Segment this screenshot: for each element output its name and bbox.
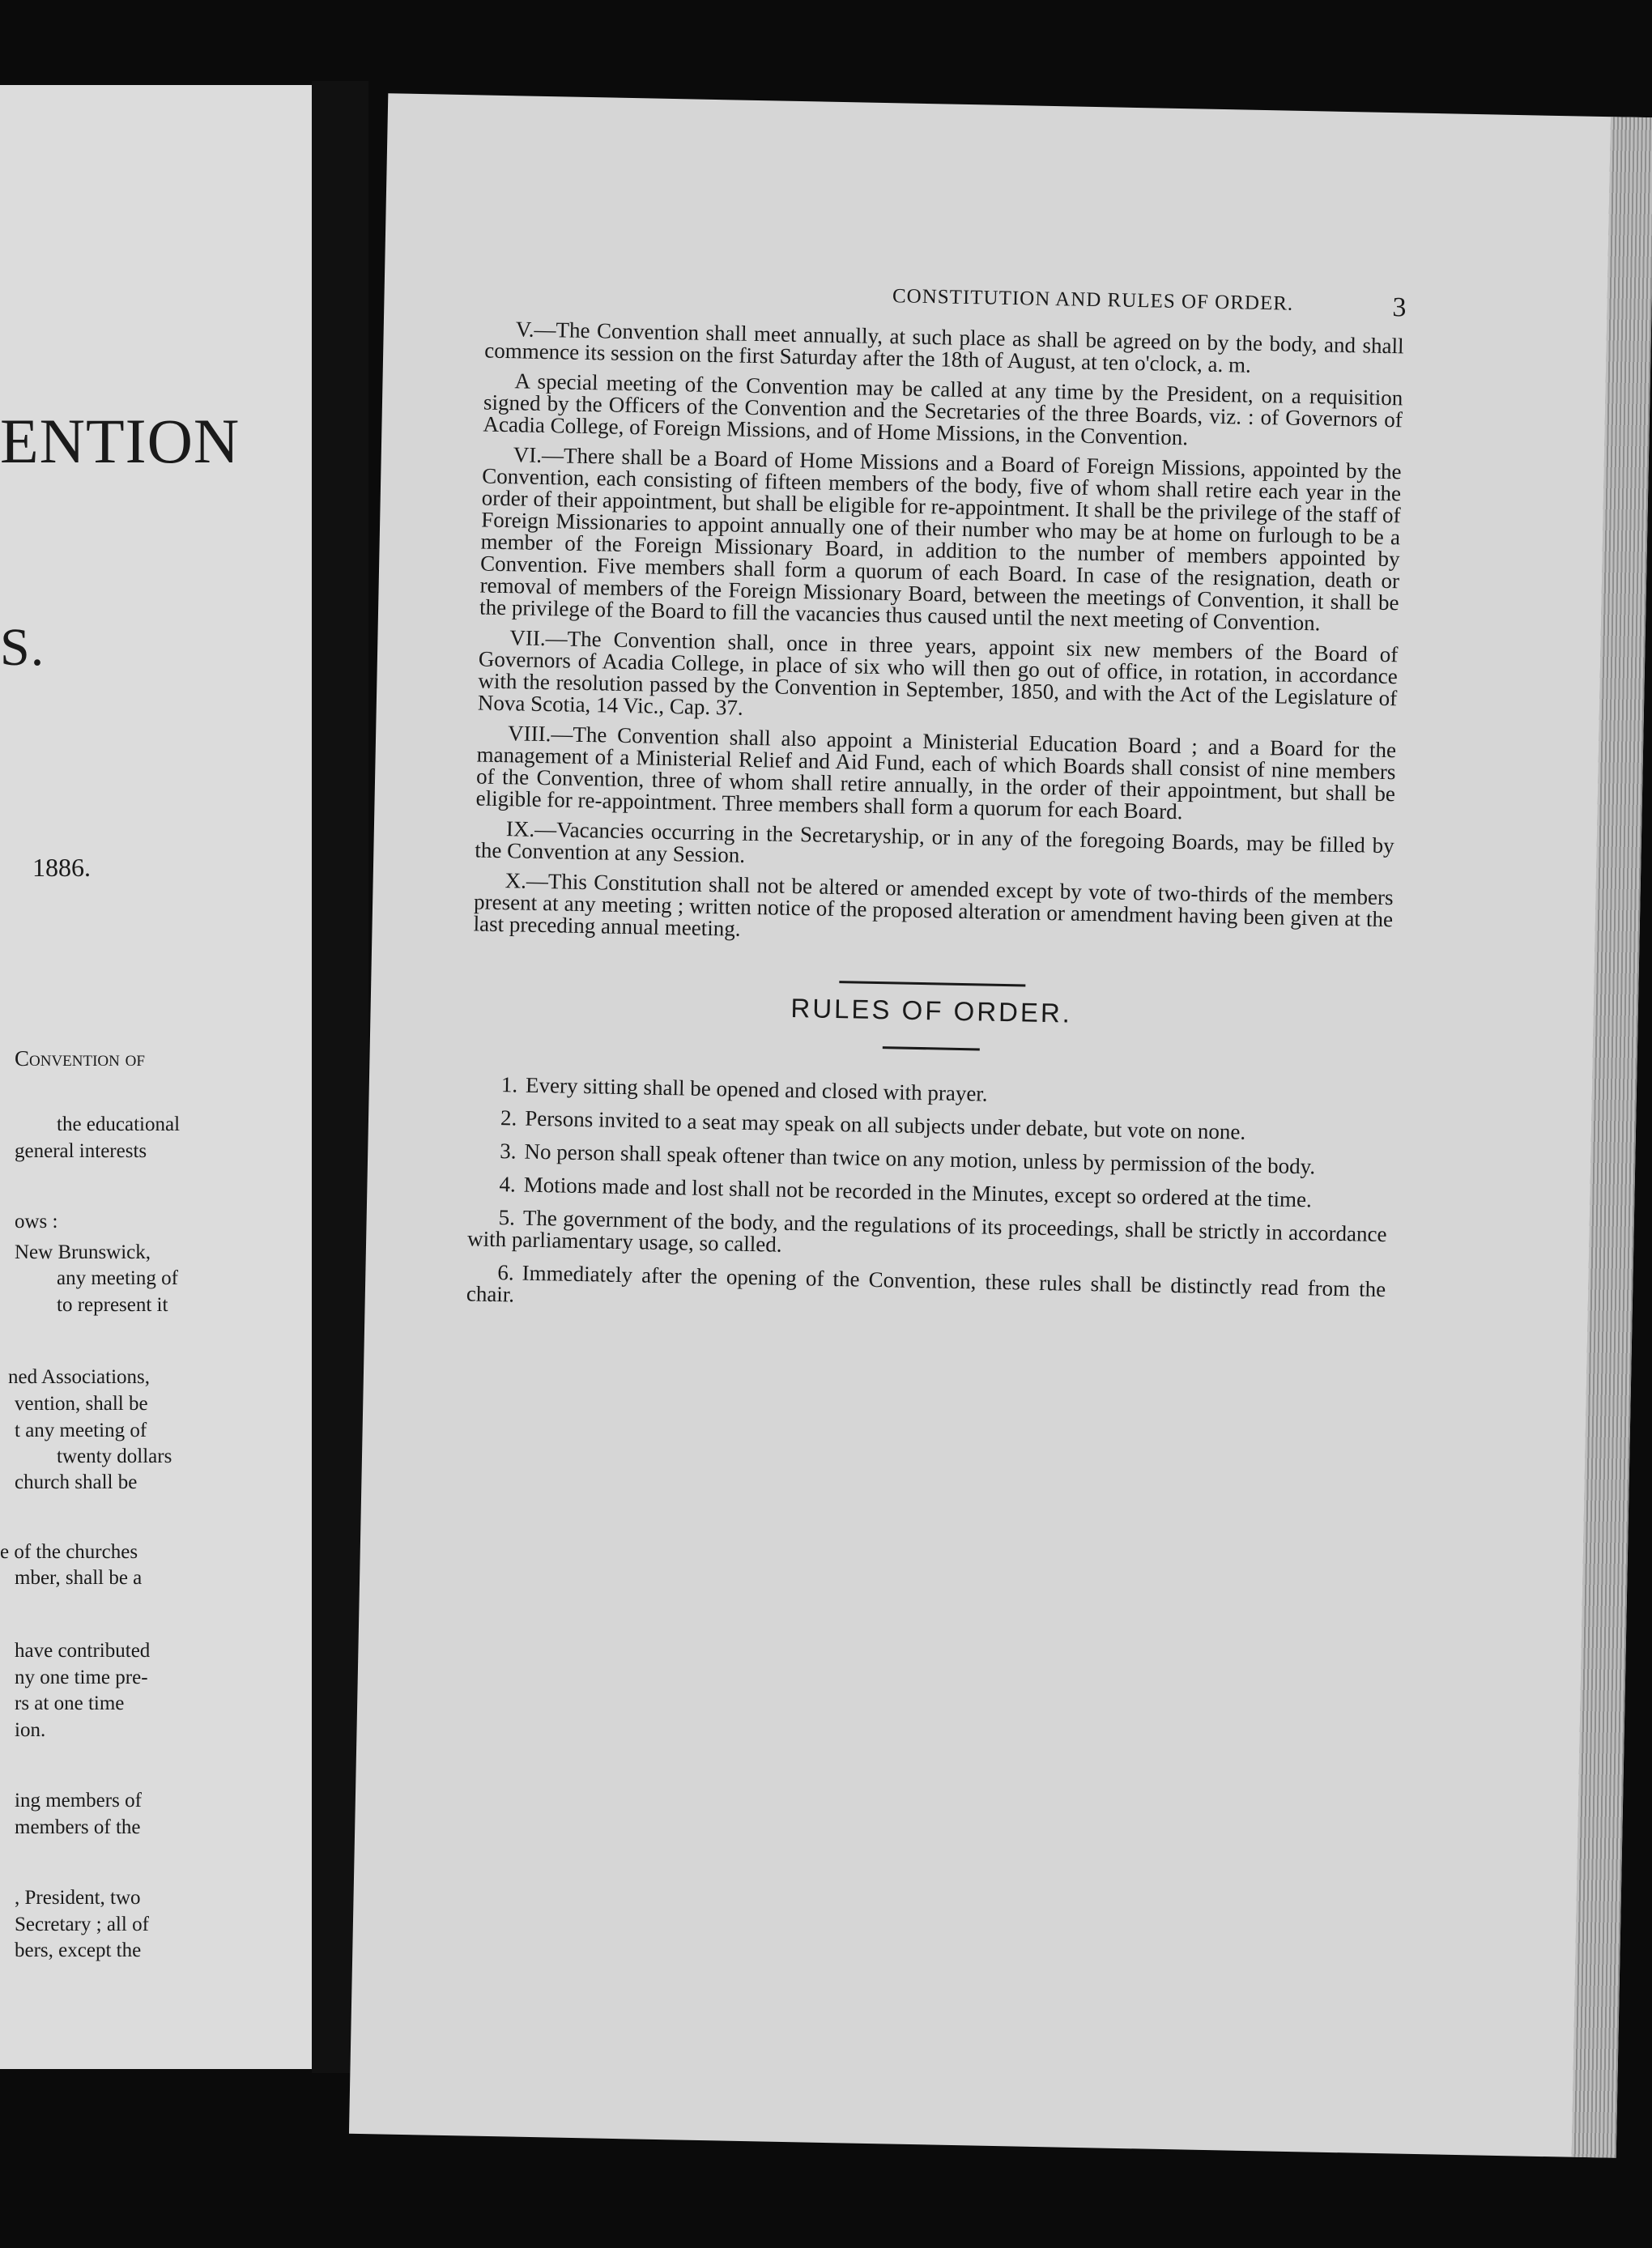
rule-number: 2. [500,1105,517,1130]
rule-text: Motions made and lost shall not be recorded in the Minutes, except so ordered at the time. [523,1172,1313,1212]
article-paragraph: VII.—The Convention shall, once in three years, appoint six new members of the Board of Governors of Acadia College, in place of six who will then go out of office, in rotation, in accordance with the resolution passed by the Convention in September, 1850, and with the Act of the Legislature of Nova Scotia, 14 Vic., Cap. 37. [477,625,1399,720]
left-line: e of the churches [0,1541,138,1563]
left-line: twenty dollars [57,1445,172,1467]
left-line: any meeting of [57,1267,178,1289]
left-line: general interests [15,1140,147,1162]
left-line: bers, except the [15,1939,142,1961]
article-paragraph: VI.—There shall be a Board of Home Missions and a Board of Foreign Missions, appointed by the Convention, each consisting of fifteen members of the body, five of whom shall retire each year in the order of their appointment, but shall be eligible for re-appointment. It shall be the privilege of the staff of Foreign Missionaries to appoint annually one of their number who may be at home on furlough to be a member of the Foreign Missionary Board, in addition to the number of members appointed by Convention. Five members shall form a quorum of each Board. In case of the resignation, death or removal of members of the Foreign Missionary Board, between the meetings of Convention, it shall be the privilege of the Board to fill the vacancies thus caused until the next meeting of Convention. [479,442,1402,636]
left-line: church shall be [15,1471,138,1493]
rule-number: 1. [500,1072,518,1097]
left-line: ned Associations, [8,1366,150,1388]
left-line: , President, two [15,1887,141,1909]
body-text [466,318,1403,1335]
left-year: 1886. [32,853,91,882]
page-number: 3 [1392,292,1407,323]
left-line: to represent it [57,1294,168,1316]
article-paragraph: V.—The Convention shall meet annually, at such place as shall be agreed on by the body, and shall commence its session on the first Saturday after the 18th of August, at ten o'clock, a. m. [483,317,1404,377]
running-head: CONSTITUTION AND RULES OF ORDER. [892,285,1294,315]
rule-text: The government of the body, and the regulations of its proceedings, shall be strictly in accordance with parliamentary usage, so called. [466,1205,1387,1257]
left-line: rs at one time [15,1692,125,1714]
left-line: members of the [15,1816,141,1838]
rule-number: 3. [500,1139,517,1164]
left-line: vention, shall be [15,1393,148,1415]
article-paragraph: X.—This Constitution shall not be altered or amended except by vote of two-thirds of the members present at any meeting ; written notice of the proposed alteration or amendment having been given at the last preceding annual meeting. [473,868,1394,941]
left-line: ny one time pre- [15,1667,148,1688]
left-line: mber, shall be a [15,1567,143,1589]
article-paragraph: IX.—Vacancies occurring in the Secretaryship, or in any of the foregoing Boards, may be filled by the Convention at any Session. [475,816,1395,867]
left-line: New Brunswick, [15,1241,151,1263]
left-line: Secretary ; all of [15,1914,149,1935]
previous-page-fragment [0,85,312,2069]
rule-text: No person shall speak oftener than twice on any motion, unless by permission of the body. [524,1139,1316,1179]
rule-number: 6. [497,1260,514,1285]
left-line: ing members of [15,1790,142,1812]
left-line: the educational [57,1113,181,1135]
heading-divider [882,1046,979,1050]
article-paragraph: VIII.—The Convention shall also appoint a Ministerial Education Board ; and a Board for the management of a Ministerial Relief and Aid Fund, each of which Boards shall consist of nine members of the Convention, three of whom shall retire annually, in the order of their appointment, but shall be eligible for re-appointment. Three members shall form a quorum for each Board. [475,721,1397,824]
rule-item [466,1261,1386,1322]
article-paragraph: A special meeting of the Convention may be called at any time by the President, on a requisition signed by the Officers of the Convention and the Secretaries of the three Boards, viz. : of Governors of Acadia College, of Foreign Missions, and of Home Missions, in the Convention. [483,368,1403,450]
page-edge [1572,117,1652,2158]
left-line: ion. [15,1719,46,1741]
rule-text: Persons invited to a seat may speak on all subjects under debate, but vote on none. [525,1105,1246,1144]
rule-number: 5. [498,1205,516,1230]
section-divider [839,981,1025,986]
rule-number: 4. [499,1172,517,1197]
left-line: have contributed [15,1640,151,1662]
left-line: Convention of [15,1046,145,1071]
rules-list [466,1073,1390,1322]
rules-heading: RULES OF ORDER. [790,992,1073,1028]
page [349,93,1652,2158]
left-line: ows : [15,1211,58,1233]
left-heading-fragment: ENTION [0,406,241,476]
rule-item [467,1206,1387,1267]
left-line: t any meeting of [15,1420,147,1441]
rule-text: Immediately after the opening of the Convention, these rules shall be distinctly read from the chair. [466,1260,1386,1307]
left-subheading-fragment: S. [0,618,45,677]
rule-text: Every sitting shall be opened and closed with prayer. [525,1072,988,1106]
